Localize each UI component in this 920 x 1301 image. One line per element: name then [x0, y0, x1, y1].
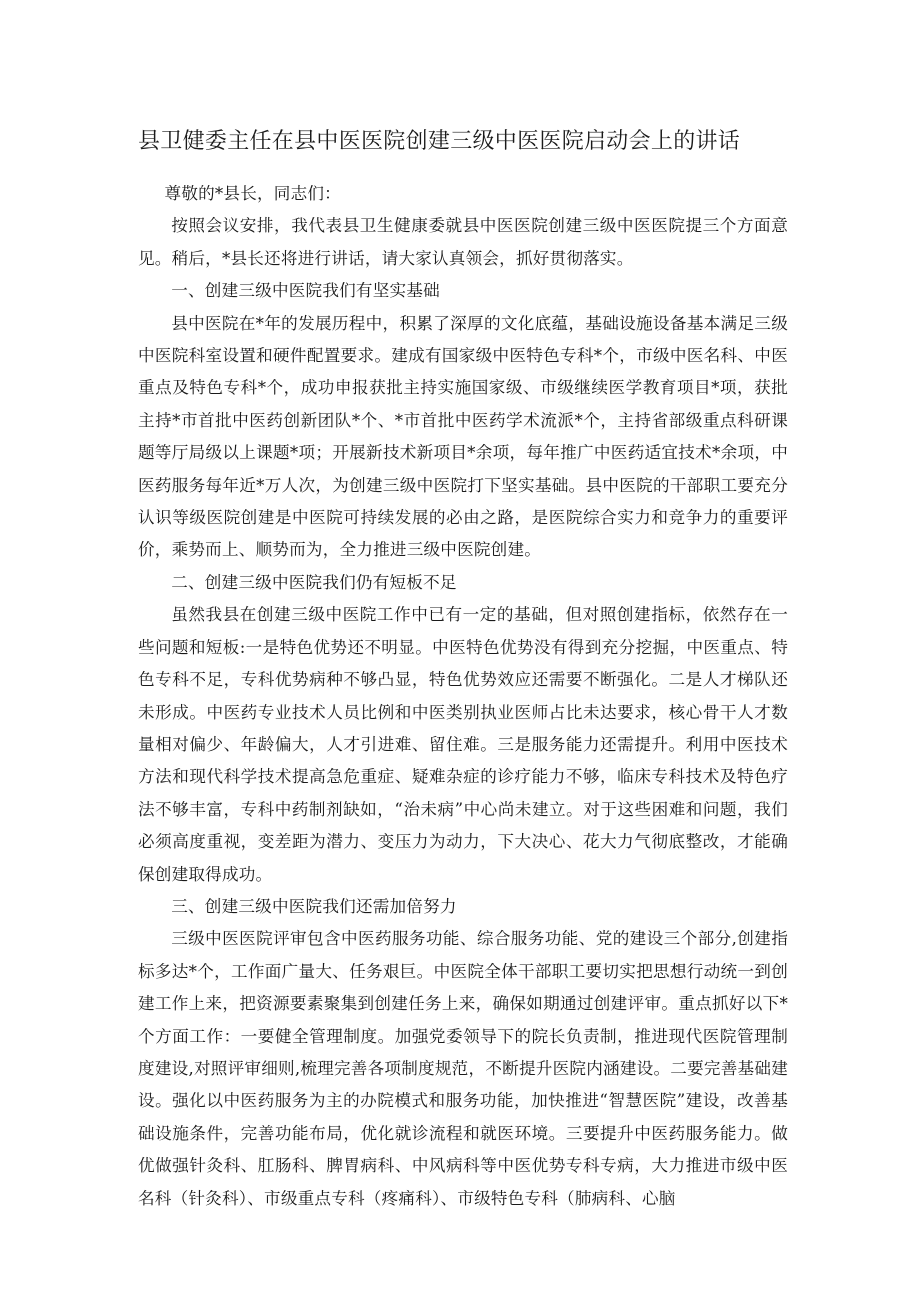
document-body: [138, 178, 788, 1215]
paragraph-section-1: 县中医院在*年的发展历程中，积累了深厚的文化底蕴，基础设施设备基本满足三级中医院科室设置和硬件配置要求。建成有国家级中医特色专科*个，市级中医名科、中医重点及特色专科*个，成功申报获批主持实施国家级、市级继续医学教育项目*项，获批主持*市首批中医药创新团队*个、*市首批中医药学术流派*个，主持省部级重点科研课题等厅局级以上课题*项；开展新技术新项目*余项，每年推广中医药适宜技术*余项，中医药服务每年近*万人次，为创建三级中医院打下坚实基础。县中医院的干部职工要充分认识等级医院创建是中医院可持续发展的必由之路，是医院综合实力和竞争力的重要评价，乘势而上、顺势而为，全力推进三级中医院创建。: [138, 313, 788, 560]
paragraph-section-3: 三级中医医院评审包含中医药服务功能、综合服务功能、党的建设三个部分,创建指标多达*个，工作面广量大、任务艰巨。中医院全体干部职工要切实把思想行动统一到创建工作上来，把资源要素聚集到创建任务上来，确保如期通过创建评审。重点抓好以下*个方面工作：一要健全管理制度。加强党委领导下的院长负责制，推进现代医院管理制度建设,对照评审细则,梳理完善各项制度规范，不断提升医院内涵建设。二要完善基础建设。强化以中医药服务为主的办院模式和服务功能，加快推进“智慧医院”建设，改善基础设施条件，完善功能布局，优化就诊流程和就医环境。三要提升中医药服务能力。做优做强针灸科、肛肠科、脾胃病科、中风病科等中医优势专科专病，大力推进市级中医名科（针灸科）、市级重点专科（疼痛科）、市级特色专科（肺病科、心脑: [138, 929, 788, 1208]
section-heading-2: 二、创建三级中医院我们仍有短板不足: [171, 572, 457, 592]
section-heading-1: 一、创建三级中医院我们有坚实基础: [171, 281, 440, 301]
paragraph-section-2: 虽然我县在创建三级中医院工作中已有一定的基础，但对照创建指标，依然存在一些问题和短板:一是特色优势还不明显。中医特色优势没有得到充分挖掘，中医重点、特色专科不足，专科优势病种不够凸显，特色优势效应还需要不断强化。二是人才梯队还未形成。中医药专业技术人员比例和中医类别执业医师占比未达要求，核心骨干人才数量相对偏少、年龄偏大，人才引进难、留住难。三是服务能力还需提升。利用中医技术方法和现代科学技术提高急危重症、疑难杂症的诊疗能力不够，临床专科技术及特色疗法不够丰富，专科中药制剂缺如，“治未病”中心尚未建立。对于这些困难和问题，我们必须高度重视，变差距为潜力、变压力为动力，下大决心、花大力气彻底整改，才能确保创建取得成功。: [138, 605, 788, 884]
paragraph-intro: 按照会议安排，我代表县卫生健康委就县中医医院创建三级中医医院提三个方面意见。稍后，*县长还将进行讲话，请大家认真领会，抓好贯彻落实。: [138, 216, 788, 268]
salutation: 尊敬的*县长，同志们：: [164, 184, 341, 203]
document-title: 县卫健委主任在县中医医院创建三级中医医院启动会上的讲话: [138, 129, 741, 154]
section-heading-3: 三、创建三级中医院我们还需加倍努力: [171, 896, 457, 916]
